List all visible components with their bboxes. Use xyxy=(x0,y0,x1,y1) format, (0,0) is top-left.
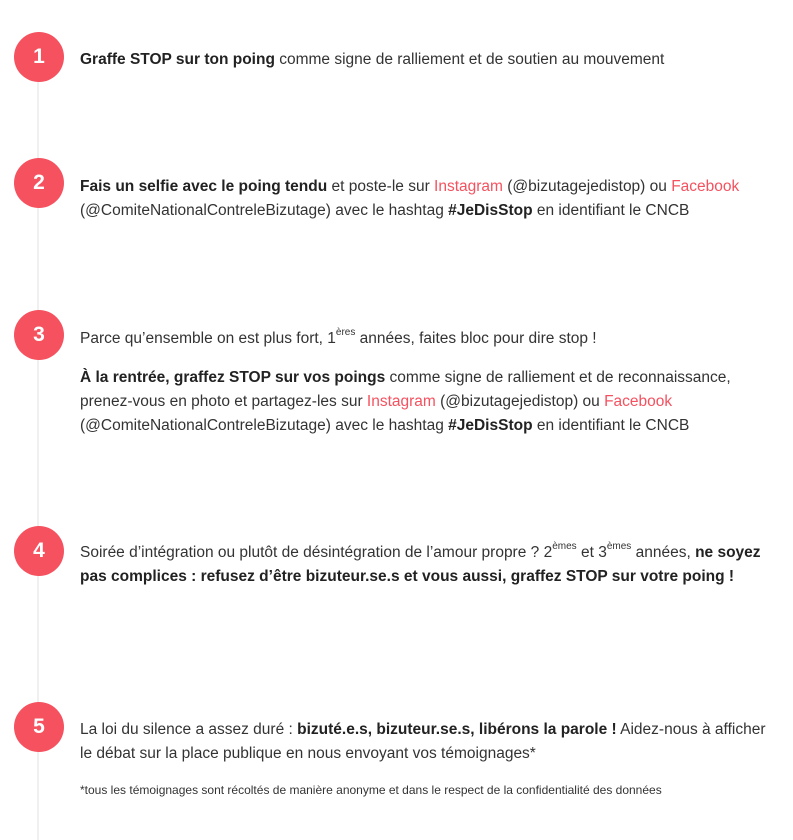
step-text xyxy=(80,718,770,766)
instagram-link[interactable]: Instagram xyxy=(434,178,503,195)
step-text xyxy=(80,541,770,589)
bold-text: Fais un selfie avec le poing tendu xyxy=(80,178,328,195)
step-content xyxy=(80,175,770,238)
hashtag: #JeDisStop xyxy=(448,417,533,434)
step-content xyxy=(80,718,770,799)
text: (@ComiteNationalContreleBizutage) avec le hashtag xyxy=(80,417,449,434)
step-number-badge: 4 xyxy=(14,526,64,576)
bold-text: bizuté.e.s, bizuteur.se.s, libérons la parole ! xyxy=(297,721,617,738)
step-content xyxy=(80,327,770,453)
hashtag: #JeDisStop xyxy=(448,202,533,219)
step-number-badge: 5 xyxy=(14,702,64,752)
text: et poste-le sur xyxy=(327,178,435,195)
text: (@bizutagejedistop) ou xyxy=(435,393,605,410)
text: en identifiant le CNCB xyxy=(532,417,690,434)
step-content xyxy=(80,541,770,604)
text: La loi du silence a assez duré : xyxy=(80,721,298,738)
instagram-link[interactable]: Instagram xyxy=(366,393,436,410)
text: comme signe de ralliement et de reconnaissance, prenez-vous en photo et partagez-les sur xyxy=(80,369,731,410)
superscript: ères xyxy=(335,326,356,338)
footnote: *tous les témoignages sont récoltés de manière anonyme et dans le respect de la confidentialité des données xyxy=(80,783,662,797)
text: comme signe de ralliement et de soutien au mouvement xyxy=(274,51,665,68)
step-number-badge: 3 xyxy=(14,310,64,360)
text: années, xyxy=(631,544,696,561)
step-content xyxy=(80,48,770,87)
step-number-badge: 2 xyxy=(14,158,64,208)
text: années, faites bloc pour dire stop ! xyxy=(355,330,597,347)
text: Aidez-nous à afficher le débat sur la place publique en nous envoyant vos témoignages* xyxy=(80,721,766,762)
bold-text: À la rentrée, graffez STOP sur vos poings xyxy=(80,369,386,386)
text: et 3 xyxy=(576,544,607,561)
superscript: èmes xyxy=(552,540,577,552)
step-text xyxy=(80,48,770,72)
step-text xyxy=(80,175,770,223)
text: (@ComiteNationalContreleBizutage) avec le hashtag xyxy=(80,202,449,219)
text: (@bizutagejedistop) ou xyxy=(502,178,672,195)
text: en identifiant le CNCB xyxy=(532,202,690,219)
text: Parce qu’ensemble on est plus fort, 1 xyxy=(80,330,336,347)
step-text xyxy=(80,366,770,438)
bold-text: Graffe STOP sur ton poing xyxy=(80,51,275,68)
step-text xyxy=(80,327,770,351)
text: Soirée d’intégration ou plutôt de désintégration de l’amour propre ? 2 xyxy=(80,544,553,561)
bold-text: ne soyez pas complices : refusez d’être bizuteur.se.s et vous aussi, graffez STOP sur votre poing ! xyxy=(80,544,761,585)
step-number-badge: 1 xyxy=(14,32,64,82)
facebook-link[interactable]: Facebook xyxy=(604,393,673,410)
facebook-link[interactable]: Facebook xyxy=(671,178,740,195)
superscript: èmes xyxy=(606,540,632,552)
